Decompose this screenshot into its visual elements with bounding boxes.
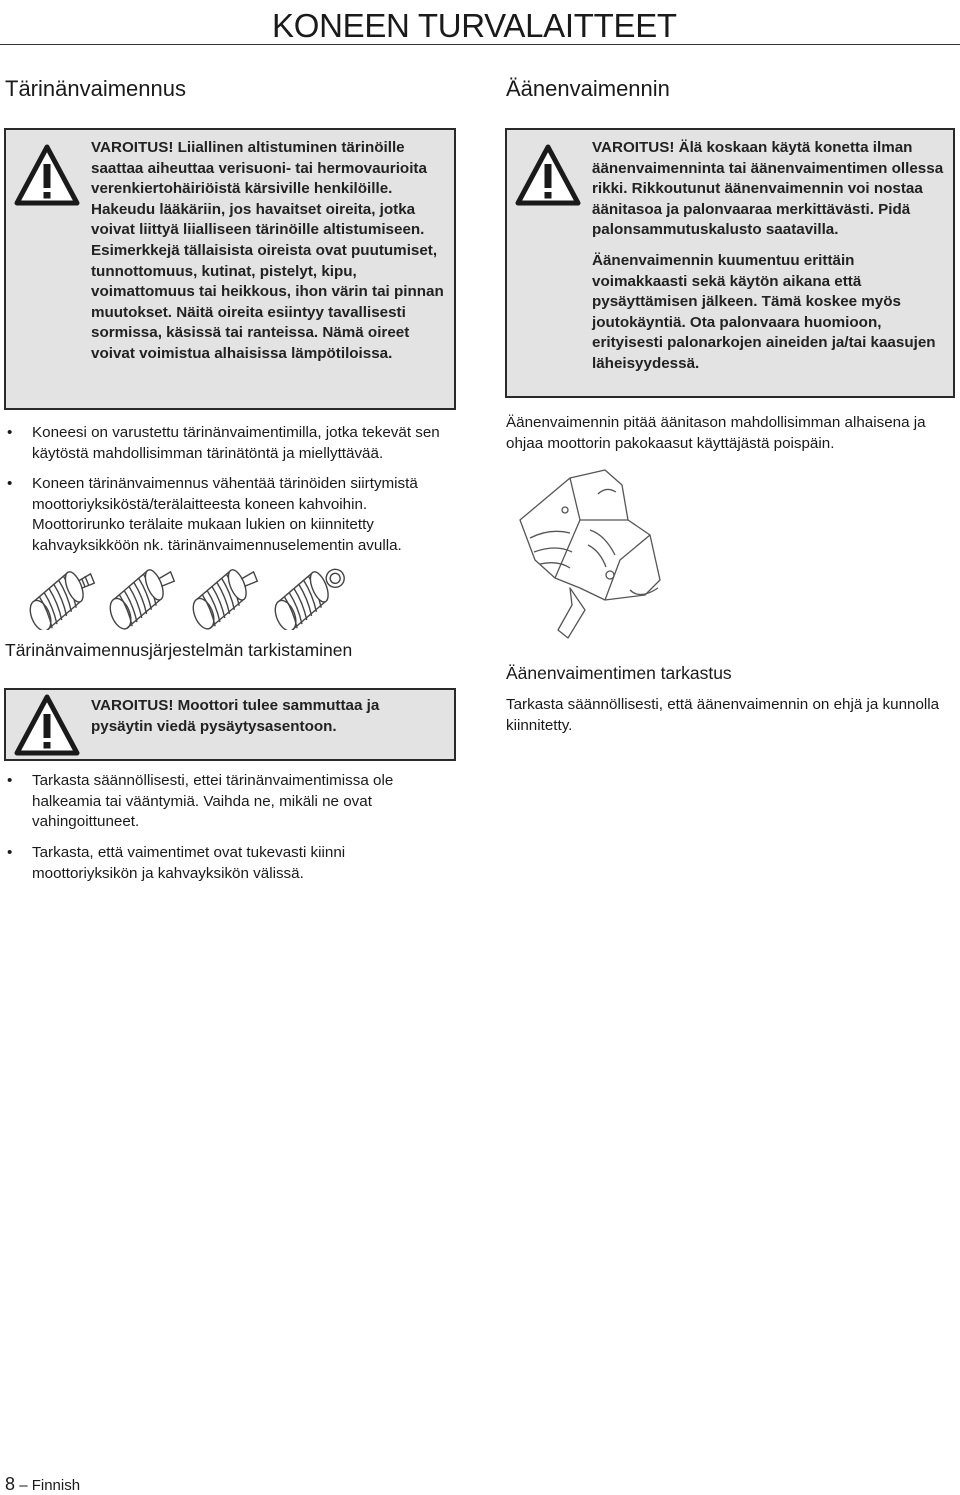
paragraph: Äänenvaimennin pitää äänitason mahdollisimman alhaisena ja ohjaa moottorin pakokaasut käyttäjästä poispäin. bbox=[506, 414, 926, 452]
warning-triangle-icon bbox=[14, 694, 80, 756]
bullet-icon: • bbox=[7, 424, 13, 441]
warning-box-vibration bbox=[4, 128, 456, 410]
warning-text: VAROITUS! Älä koskaan käytä konetta ilman äänenvaimenninta tai äänenvaimentimen ollessa rikki. Rikkoutunut äänenvaimennin voi nostaa äänitasoa ja palonvaaraa merkittävästi. Pidä palonsammutuskalusto saatavilla. bbox=[592, 139, 944, 239]
footer-language: Finnish bbox=[31, 1477, 81, 1494]
list-item-text: Koneen tärinänvaimennus vähentää tärinöiden siirtymistä moottoriyksiköstä/terälaitteesta koneen kahvoihin. Moottorirunko terälaite mukaan lukien on kiinnitetty kahvayksikköön nk. tärinänvaimennuselementin avulla. bbox=[32, 475, 418, 554]
page-header bbox=[0, 4, 960, 45]
page-title: KONEEN TURVALAITTEET bbox=[272, 7, 677, 44]
warning-box-muffler bbox=[505, 128, 955, 398]
footer-separator: – bbox=[19, 1477, 28, 1494]
section-title-vibration-damping: Tärinänvaimennus bbox=[5, 76, 186, 101]
list-item-text: Koneesi on varustettu tärinänvaimentimilla, jotka tekevät sen käytöstä mahdollisimman tärinätöntä ja miellyttävää. bbox=[32, 424, 440, 462]
section-title-muffler: Äänenvaimennin bbox=[506, 76, 670, 101]
muffler-illustration bbox=[510, 460, 675, 650]
paragraph: Tarkasta säännöllisesti, että äänenvaimennin on ehjä ja kunnolla kiinnitetty. bbox=[506, 696, 940, 734]
list-item-text: Tarkasta, että vaimentimet ovat tukevasti kiinni moottoriyksikön ja kahvayksikön välissä. bbox=[32, 844, 346, 882]
warning-text: VAROITUS! Liiallinen altistuminen tärinöille saattaa aiheuttaa verisuoni- tai hermovaurioita verenkiertohäiriöistä kärsiville henkilöille. Hakeudu lääkäriin, jos havaitset oireita, jotka voivat liittyä liialliseen tärinöille altistumiseen. Esimerkkejä tällaisista oireista ovat puutumiset, tunnottomuus, kutinat, pistelyt, kipu, voimattomuus tai heikkous, ihon värin tai pinnan muutokset. Näitä oireita esiintyy tavallisesti sormissa, käsissä tai ranteissa. Nämä oireet voivat voimistua alhaisissa lämpötiloissa. bbox=[91, 139, 444, 362]
section-title-muffler-check: Äänenvaimentimen tarkastus bbox=[506, 663, 732, 683]
list-item bbox=[7, 843, 392, 884]
page-number: 8 bbox=[5, 1474, 16, 1494]
vibration-dampers-illustration bbox=[20, 555, 350, 630]
list-item-text: Tarkasta säännöllisesti, ettei tärinänvaimentimissa ole halkeamia tai vääntymiä. Vaihda ne, mikäli ne ovat vahingoittuneet. bbox=[32, 772, 394, 830]
bullet-icon: • bbox=[7, 844, 13, 861]
warning-triangle-icon bbox=[515, 144, 581, 206]
warning-box-stop-engine bbox=[4, 688, 456, 761]
warning-triangle-icon bbox=[14, 144, 80, 206]
list-item bbox=[7, 423, 452, 464]
bullet-icon: • bbox=[7, 772, 13, 789]
bullet-icon: • bbox=[7, 475, 13, 492]
list-item bbox=[7, 474, 457, 556]
section-title-check-system: Tärinänvaimennusjärjestelmän tarkistaminen bbox=[5, 640, 353, 660]
warning-text: Äänenvaimennin kuumentuu erittäin voimakkaasti sekä käytön aikana että pysäyttämisen jälkeen. Tämä koskee myös joutokäyntiä. Ota palonvaara huomioon, erityisesti palonarkojen aineiden ja/tai kaasujen läheisyydessä. bbox=[592, 251, 936, 372]
list-item bbox=[7, 771, 442, 833]
warning-text: VAROITUS! Moottori tulee sammuttaa ja pysäytin viedä pysäytysasentoon. bbox=[91, 697, 380, 735]
